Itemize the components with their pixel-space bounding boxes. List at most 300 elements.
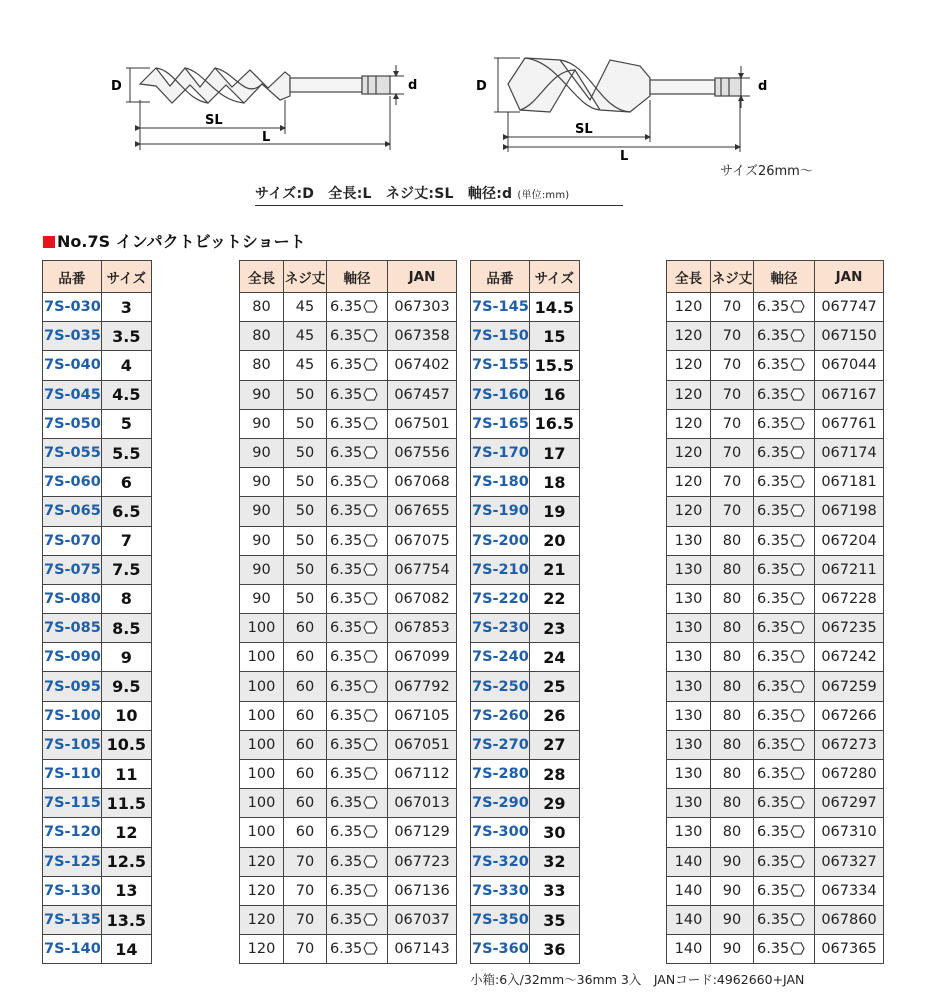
axis-cell bbox=[327, 876, 388, 905]
legend-unit: (単位:mm) bbox=[517, 190, 570, 201]
size-value: 29 bbox=[529, 789, 579, 818]
jan-value: 067761 bbox=[815, 409, 884, 438]
screw-value: 70 bbox=[711, 468, 754, 497]
length-value: 90 bbox=[240, 380, 284, 409]
screw-value: 70 bbox=[284, 905, 327, 934]
axis-value: 6.35 bbox=[757, 503, 790, 520]
table-row bbox=[471, 438, 580, 467]
table-row bbox=[667, 555, 884, 584]
length-value: 140 bbox=[667, 905, 711, 934]
page-title bbox=[43, 229, 306, 252]
screw-value: 80 bbox=[711, 701, 754, 730]
length-value: 120 bbox=[667, 468, 711, 497]
hex-shank-icon bbox=[790, 504, 805, 517]
length-value: 120 bbox=[667, 380, 711, 409]
length-value: 80 bbox=[240, 351, 284, 380]
hex-shank-icon bbox=[363, 796, 378, 809]
axis-value: 6.35 bbox=[757, 328, 790, 345]
table-row bbox=[240, 584, 457, 613]
axis-cell bbox=[327, 409, 388, 438]
product-code: 7S-210 bbox=[471, 555, 530, 584]
product-code: 7S-050 bbox=[43, 409, 102, 438]
size-value: 7.5 bbox=[101, 555, 151, 584]
jan-value: 067112 bbox=[388, 760, 457, 789]
small-bit-drawing bbox=[140, 68, 390, 103]
axis-value: 6.35 bbox=[757, 357, 790, 374]
screw-value: 80 bbox=[711, 643, 754, 672]
table-row bbox=[471, 293, 580, 322]
table-row bbox=[43, 380, 152, 409]
length-value: 100 bbox=[240, 701, 284, 730]
screw-value: 70 bbox=[711, 322, 754, 351]
length-value: 80 bbox=[240, 293, 284, 322]
hex-shank-icon bbox=[363, 825, 378, 838]
left-spec-table bbox=[239, 260, 457, 964]
length-value: 130 bbox=[667, 643, 711, 672]
axis-cell bbox=[754, 672, 815, 701]
jan-value: 067013 bbox=[388, 789, 457, 818]
table-row bbox=[43, 468, 152, 497]
screw-value: 80 bbox=[711, 526, 754, 555]
small-sl-label: SL bbox=[205, 113, 223, 128]
axis-value: 6.35 bbox=[330, 795, 363, 812]
screw-value: 50 bbox=[284, 409, 327, 438]
axis-cell bbox=[754, 555, 815, 584]
axis-cell bbox=[754, 497, 815, 526]
table-row bbox=[471, 701, 580, 730]
size-value: 19 bbox=[529, 497, 579, 526]
axis-value: 6.35 bbox=[330, 853, 363, 870]
table-row bbox=[240, 380, 457, 409]
axis-value: 6.35 bbox=[330, 357, 363, 374]
axis-cell bbox=[327, 905, 388, 934]
table-row bbox=[240, 468, 457, 497]
table-row bbox=[240, 555, 457, 584]
table-row bbox=[471, 760, 580, 789]
length-value: 120 bbox=[240, 905, 284, 934]
title-marker-icon bbox=[43, 236, 55, 248]
table-row bbox=[471, 555, 580, 584]
header-length: 全長 bbox=[667, 261, 711, 293]
right-spec-table bbox=[666, 260, 884, 964]
jan-value: 067402 bbox=[388, 351, 457, 380]
axis-value: 6.35 bbox=[757, 882, 790, 899]
size-value: 16 bbox=[529, 380, 579, 409]
header-size: サイズ bbox=[529, 261, 579, 293]
footer-note: 小箱:6入/32mm～36mm 3入 JANコード:4962660+JAN bbox=[470, 972, 805, 987]
hex-shank-icon bbox=[363, 388, 378, 401]
screw-value: 70 bbox=[711, 497, 754, 526]
size-value: 12.5 bbox=[101, 847, 151, 876]
small-d-label: D bbox=[111, 79, 122, 94]
table-row bbox=[667, 614, 884, 643]
axis-cell bbox=[754, 409, 815, 438]
axis-value: 6.35 bbox=[330, 415, 363, 432]
product-code: 7S-230 bbox=[471, 614, 530, 643]
axis-value: 6.35 bbox=[330, 912, 363, 929]
product-code: 7S-250 bbox=[471, 672, 530, 701]
table-row bbox=[667, 789, 884, 818]
table-row bbox=[471, 497, 580, 526]
hex-shank-icon bbox=[363, 913, 378, 926]
table-row bbox=[43, 935, 152, 964]
axis-cell bbox=[327, 760, 388, 789]
axis-cell bbox=[327, 468, 388, 497]
product-code: 7S-130 bbox=[43, 876, 102, 905]
screw-value: 80 bbox=[711, 730, 754, 759]
size-value: 10 bbox=[101, 701, 151, 730]
axis-value: 6.35 bbox=[757, 415, 790, 432]
header-length: 全長 bbox=[240, 261, 284, 293]
size-value: 9 bbox=[101, 643, 151, 672]
table-row bbox=[240, 643, 457, 672]
product-code: 7S-090 bbox=[43, 643, 102, 672]
size-value: 6 bbox=[101, 468, 151, 497]
table-row bbox=[471, 584, 580, 613]
hex-shank-icon bbox=[363, 680, 378, 693]
table-row bbox=[43, 322, 152, 351]
hex-shank-icon bbox=[790, 592, 805, 605]
length-value: 140 bbox=[667, 876, 711, 905]
screw-value: 50 bbox=[284, 584, 327, 613]
table-row bbox=[43, 730, 152, 759]
axis-value: 6.35 bbox=[330, 561, 363, 578]
axis-value: 6.35 bbox=[330, 736, 363, 753]
table-row bbox=[240, 789, 457, 818]
length-value: 100 bbox=[240, 643, 284, 672]
axis-cell bbox=[754, 701, 815, 730]
jan-value: 067273 bbox=[815, 730, 884, 759]
hex-shank-icon bbox=[363, 884, 378, 897]
axis-value: 6.35 bbox=[330, 941, 363, 958]
length-value: 130 bbox=[667, 614, 711, 643]
size-value: 4.5 bbox=[101, 380, 151, 409]
hex-shank-icon bbox=[790, 329, 805, 342]
length-value: 100 bbox=[240, 789, 284, 818]
axis-cell bbox=[754, 760, 815, 789]
jan-value: 067754 bbox=[388, 555, 457, 584]
screw-value: 80 bbox=[711, 672, 754, 701]
axis-value: 6.35 bbox=[330, 590, 363, 607]
table-row bbox=[43, 293, 152, 322]
screw-value: 90 bbox=[711, 905, 754, 934]
screw-value: 60 bbox=[284, 789, 327, 818]
hex-shank-icon bbox=[363, 738, 378, 751]
size-value: 8 bbox=[101, 584, 151, 613]
table-row bbox=[471, 322, 580, 351]
table-row bbox=[240, 876, 457, 905]
jan-value: 067297 bbox=[815, 789, 884, 818]
axis-value: 6.35 bbox=[757, 736, 790, 753]
hex-shank-icon bbox=[790, 767, 805, 780]
table-row bbox=[667, 497, 884, 526]
hex-shank-icon bbox=[363, 504, 378, 517]
size-value: 27 bbox=[529, 730, 579, 759]
jan-value: 067280 bbox=[815, 760, 884, 789]
axis-cell bbox=[754, 818, 815, 847]
table-row bbox=[667, 468, 884, 497]
jan-value: 067204 bbox=[815, 526, 884, 555]
length-value: 90 bbox=[240, 468, 284, 497]
length-value: 120 bbox=[667, 438, 711, 467]
product-code: 7S-270 bbox=[471, 730, 530, 759]
jan-value: 067228 bbox=[815, 584, 884, 613]
axis-value: 6.35 bbox=[757, 386, 790, 403]
screw-value: 70 bbox=[711, 351, 754, 380]
screw-value: 90 bbox=[711, 876, 754, 905]
table-row bbox=[667, 935, 884, 964]
jan-value: 067556 bbox=[388, 438, 457, 467]
screw-value: 70 bbox=[711, 293, 754, 322]
header-code: 品番 bbox=[43, 261, 102, 293]
screw-value: 45 bbox=[284, 351, 327, 380]
screw-value: 90 bbox=[711, 847, 754, 876]
title-text: No.7S インパクトビットショート bbox=[57, 232, 306, 251]
hex-shank-icon bbox=[363, 621, 378, 634]
table-row bbox=[43, 584, 152, 613]
table-row bbox=[667, 730, 884, 759]
table-row bbox=[43, 497, 152, 526]
screw-value: 70 bbox=[711, 409, 754, 438]
table-row bbox=[471, 380, 580, 409]
length-value: 100 bbox=[240, 730, 284, 759]
product-code: 7S-080 bbox=[43, 584, 102, 613]
table-row bbox=[667, 293, 884, 322]
screw-value: 60 bbox=[284, 701, 327, 730]
table-row bbox=[240, 818, 457, 847]
axis-cell bbox=[754, 614, 815, 643]
screw-value: 80 bbox=[711, 584, 754, 613]
screw-value: 80 bbox=[711, 818, 754, 847]
table-row bbox=[667, 584, 884, 613]
table-row bbox=[471, 935, 580, 964]
size-value: 18 bbox=[529, 468, 579, 497]
axis-cell bbox=[327, 935, 388, 964]
product-code: 7S-085 bbox=[43, 614, 102, 643]
screw-value: 50 bbox=[284, 555, 327, 584]
product-code: 7S-125 bbox=[43, 847, 102, 876]
product-code: 7S-070 bbox=[43, 526, 102, 555]
length-value: 130 bbox=[667, 672, 711, 701]
product-code: 7S-100 bbox=[43, 701, 102, 730]
product-code: 7S-260 bbox=[471, 701, 530, 730]
jan-value: 067099 bbox=[388, 643, 457, 672]
screw-value: 70 bbox=[711, 438, 754, 467]
axis-cell bbox=[327, 380, 388, 409]
length-value: 130 bbox=[667, 701, 711, 730]
jan-value: 067334 bbox=[815, 876, 884, 905]
product-code: 7S-200 bbox=[471, 526, 530, 555]
axis-value: 6.35 bbox=[330, 474, 363, 491]
screw-value: 60 bbox=[284, 672, 327, 701]
hex-shank-icon bbox=[363, 709, 378, 722]
jan-value: 067792 bbox=[388, 672, 457, 701]
screw-value: 50 bbox=[284, 497, 327, 526]
axis-cell bbox=[327, 438, 388, 467]
hex-shank-icon bbox=[790, 417, 805, 430]
length-value: 120 bbox=[667, 351, 711, 380]
length-value: 130 bbox=[667, 526, 711, 555]
axis-value: 6.35 bbox=[330, 882, 363, 899]
axis-cell bbox=[327, 701, 388, 730]
length-value: 140 bbox=[667, 847, 711, 876]
axis-value: 6.35 bbox=[330, 620, 363, 637]
size-value: 16.5 bbox=[529, 409, 579, 438]
table-row bbox=[43, 555, 152, 584]
size-value: 8.5 bbox=[101, 614, 151, 643]
product-code: 7S-170 bbox=[471, 438, 530, 467]
product-code: 7S-065 bbox=[43, 497, 102, 526]
axis-value: 6.35 bbox=[330, 328, 363, 345]
header-code: 品番 bbox=[471, 261, 530, 293]
length-value: 90 bbox=[240, 438, 284, 467]
length-value: 130 bbox=[667, 730, 711, 759]
size-value: 14.5 bbox=[529, 293, 579, 322]
hex-shank-icon bbox=[363, 475, 378, 488]
size-value: 14 bbox=[101, 935, 151, 964]
axis-cell bbox=[754, 643, 815, 672]
size-value: 11.5 bbox=[101, 789, 151, 818]
jan-value: 067051 bbox=[388, 730, 457, 759]
jan-value: 067327 bbox=[815, 847, 884, 876]
axis-value: 6.35 bbox=[757, 561, 790, 578]
table-row bbox=[240, 614, 457, 643]
size-value: 3.5 bbox=[101, 322, 151, 351]
hex-shank-icon bbox=[363, 329, 378, 342]
length-value: 130 bbox=[667, 789, 711, 818]
header-screw: ネジ丈 bbox=[711, 261, 754, 293]
axis-value: 6.35 bbox=[757, 766, 790, 783]
axis-cell bbox=[327, 643, 388, 672]
axis-value: 6.35 bbox=[757, 678, 790, 695]
table-row bbox=[240, 293, 457, 322]
axis-value: 6.35 bbox=[757, 445, 790, 462]
axis-cell bbox=[754, 730, 815, 759]
product-code: 7S-120 bbox=[43, 818, 102, 847]
length-value: 100 bbox=[240, 818, 284, 847]
hex-shank-icon bbox=[363, 767, 378, 780]
table-row bbox=[471, 876, 580, 905]
axis-value: 6.35 bbox=[330, 678, 363, 695]
table-row bbox=[43, 789, 152, 818]
size-value: 3 bbox=[101, 293, 151, 322]
size-value: 11 bbox=[101, 760, 151, 789]
jan-value: 067129 bbox=[388, 818, 457, 847]
axis-cell bbox=[327, 818, 388, 847]
axis-cell bbox=[327, 614, 388, 643]
table-row bbox=[240, 438, 457, 467]
jan-value: 067037 bbox=[388, 905, 457, 934]
table-row bbox=[240, 497, 457, 526]
size-value: 22 bbox=[529, 584, 579, 613]
screw-value: 50 bbox=[284, 468, 327, 497]
hex-shank-icon bbox=[790, 446, 805, 459]
hex-shank-icon bbox=[363, 563, 378, 576]
size-value: 28 bbox=[529, 760, 579, 789]
axis-value: 6.35 bbox=[757, 707, 790, 724]
product-code: 7S-290 bbox=[471, 789, 530, 818]
jan-value: 067457 bbox=[388, 380, 457, 409]
screw-value: 50 bbox=[284, 526, 327, 555]
hex-shank-icon bbox=[363, 417, 378, 430]
jan-value: 067174 bbox=[815, 438, 884, 467]
jan-value: 067143 bbox=[388, 935, 457, 964]
size-value: 6.5 bbox=[101, 497, 151, 526]
length-value: 90 bbox=[240, 409, 284, 438]
axis-cell bbox=[327, 497, 388, 526]
jan-value: 067853 bbox=[388, 614, 457, 643]
screw-value: 60 bbox=[284, 614, 327, 643]
table-row bbox=[471, 847, 580, 876]
hex-shank-icon bbox=[363, 592, 378, 605]
axis-cell bbox=[327, 555, 388, 584]
table-row bbox=[240, 322, 457, 351]
screw-value: 60 bbox=[284, 818, 327, 847]
axis-cell bbox=[754, 322, 815, 351]
jan-value: 067860 bbox=[815, 905, 884, 934]
axis-cell bbox=[327, 322, 388, 351]
axis-value: 6.35 bbox=[757, 532, 790, 549]
table-row bbox=[43, 818, 152, 847]
jan-value: 067068 bbox=[388, 468, 457, 497]
screw-value: 80 bbox=[711, 555, 754, 584]
left-code-table bbox=[42, 260, 152, 964]
jan-value: 067259 bbox=[815, 672, 884, 701]
table-row bbox=[667, 351, 884, 380]
size-value: 20 bbox=[529, 526, 579, 555]
jan-value: 067303 bbox=[388, 293, 457, 322]
axis-cell bbox=[754, 789, 815, 818]
table-row bbox=[240, 701, 457, 730]
axis-value: 6.35 bbox=[330, 824, 363, 841]
jan-value: 067358 bbox=[388, 322, 457, 351]
hex-shank-icon bbox=[363, 650, 378, 663]
axis-cell bbox=[327, 730, 388, 759]
jan-value: 067044 bbox=[815, 351, 884, 380]
length-value: 100 bbox=[240, 672, 284, 701]
axis-cell bbox=[754, 905, 815, 934]
axis-value: 6.35 bbox=[330, 445, 363, 462]
axis-cell bbox=[754, 935, 815, 964]
product-code: 7S-055 bbox=[43, 438, 102, 467]
hex-shank-icon bbox=[790, 942, 805, 955]
table-row bbox=[43, 701, 152, 730]
product-code: 7S-135 bbox=[43, 905, 102, 934]
hex-shank-icon bbox=[363, 358, 378, 371]
jan-value: 067075 bbox=[388, 526, 457, 555]
hex-shank-icon bbox=[363, 534, 378, 547]
size-value: 4 bbox=[101, 351, 151, 380]
product-code: 7S-330 bbox=[471, 876, 530, 905]
table-row bbox=[667, 905, 884, 934]
product-code: 7S-110 bbox=[43, 760, 102, 789]
size-value: 24 bbox=[529, 643, 579, 672]
product-code: 7S-360 bbox=[471, 935, 530, 964]
axis-cell bbox=[754, 584, 815, 613]
screw-value: 70 bbox=[284, 847, 327, 876]
size-value: 13.5 bbox=[101, 905, 151, 934]
table-row bbox=[667, 876, 884, 905]
legend-text: サイズ:D 全長:L ネジ丈:SL 軸径:d bbox=[255, 186, 513, 202]
product-code: 7S-115 bbox=[43, 789, 102, 818]
table-row bbox=[667, 380, 884, 409]
screw-value: 45 bbox=[284, 322, 327, 351]
table-row bbox=[43, 876, 152, 905]
product-code: 7S-060 bbox=[43, 468, 102, 497]
jan-value: 067501 bbox=[388, 409, 457, 438]
table-row bbox=[471, 614, 580, 643]
jan-value: 067235 bbox=[815, 614, 884, 643]
